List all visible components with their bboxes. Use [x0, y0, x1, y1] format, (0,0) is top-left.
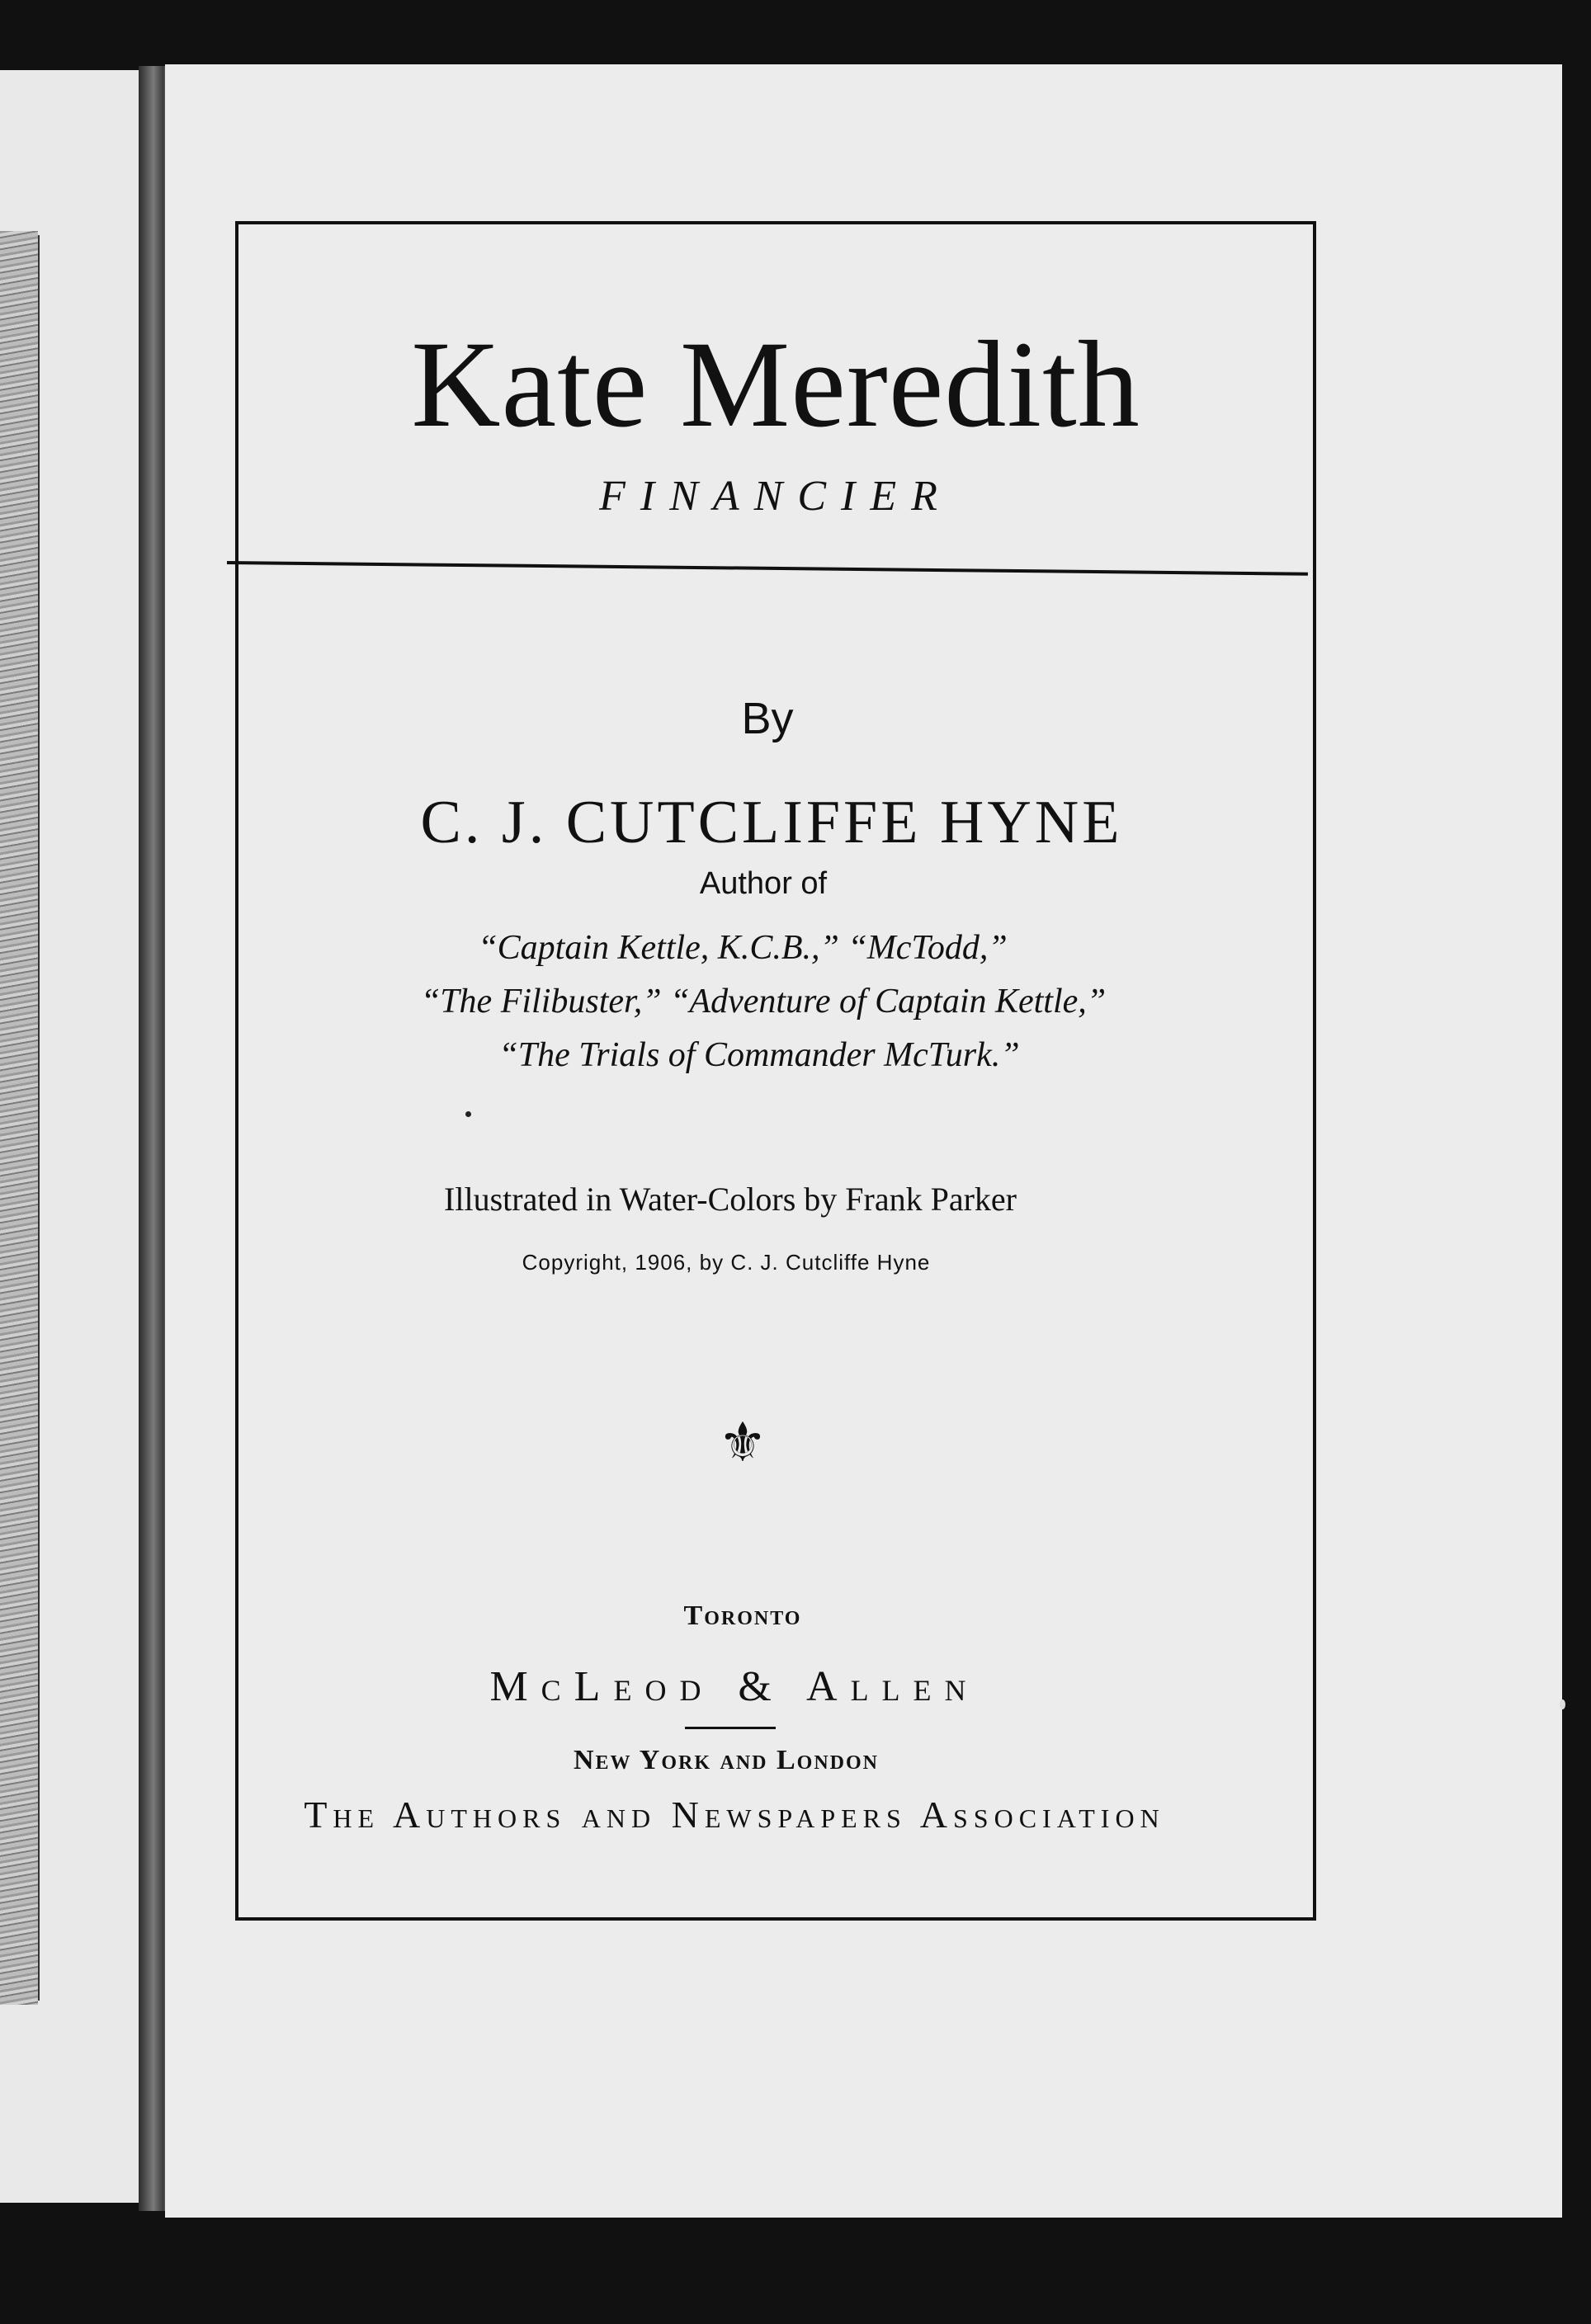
imprint-city: Toronto — [683, 1600, 802, 1631]
illustrator-credit: Illustrated in Water-Colors by Frank Parker — [444, 1181, 1017, 1218]
works-line: “The Filibuster,” “Adventure of Captain Kettle,” — [420, 983, 1107, 1021]
printing-speck — [465, 1111, 471, 1117]
by-label: By — [741, 694, 794, 743]
imprint-rule — [685, 1727, 776, 1729]
book-title: Kate Meredith — [411, 316, 1140, 453]
works-line: “The Trials of Commander McTurk.” — [498, 1036, 1020, 1074]
imprint-association: The Authors and Newspapers Association — [304, 1794, 1165, 1836]
frontispiece-border — [38, 235, 40, 2001]
frontispiece-illustration — [0, 231, 38, 2005]
works-line: “Captain Kettle, K.C.B.,” “McTodd,” — [478, 929, 1008, 967]
imprint-publisher: McLeod & Allen — [489, 1663, 980, 1710]
copyright-notice: Copyright, 1906, by C. J. Cutcliffe Hyne — [522, 1250, 931, 1275]
book-subtitle: FINANCIER — [599, 473, 952, 520]
imprint-secondary-cities: New York and London — [573, 1745, 880, 1775]
author-name: C. J. CUTCLIFFE HYNE — [420, 789, 1123, 856]
fleuron-icon: ⚜ — [718, 1413, 767, 1473]
page-edge-mark — [1560, 1699, 1565, 1709]
author-of-label: Author of — [699, 866, 828, 901]
facing-page — [0, 70, 153, 2203]
